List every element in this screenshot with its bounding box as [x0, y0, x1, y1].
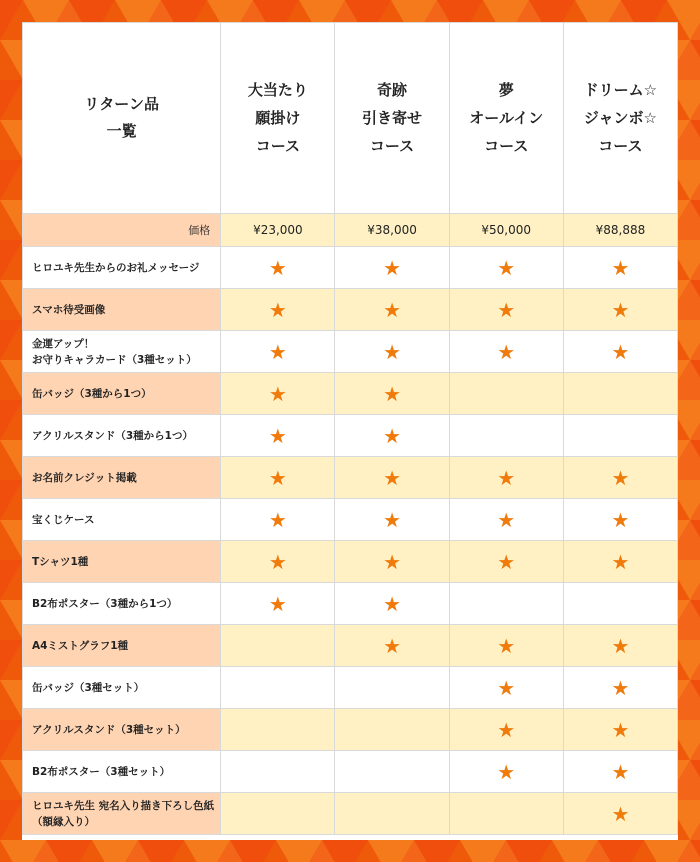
course-mark-cell: [335, 541, 449, 583]
course-mark-cell: [335, 751, 449, 793]
course-name-line: コース: [598, 137, 643, 155]
course-mark-cell: [221, 289, 335, 331]
returns-table: [22, 22, 678, 835]
course-mark-cell: [449, 583, 563, 625]
course-mark-cell: [335, 583, 449, 625]
star-icon: ★: [611, 465, 630, 490]
course-mark-cell: [335, 289, 449, 331]
course-mark-cell: [563, 709, 677, 751]
star-icon: ★: [268, 297, 287, 322]
star-icon: ★: [383, 633, 402, 658]
table-row: [23, 667, 678, 709]
item-label: [23, 541, 221, 583]
star-icon: ★: [497, 465, 516, 490]
star-icon: ★: [268, 507, 287, 532]
course-name-line: ドリーム☆: [583, 81, 658, 99]
course-name-line: コース: [255, 137, 301, 155]
star-icon: ★: [611, 549, 630, 574]
item-label-line: アクリルスタンド（3種セット）: [32, 723, 186, 736]
table-row: [23, 415, 678, 457]
course-mark-cell: [563, 751, 677, 793]
star-icon: ★: [611, 507, 630, 532]
item-label-line: お守りキャラカード（3種セット）: [32, 353, 197, 366]
course-mark-cell: [563, 625, 677, 667]
item-label-line: A4ミストグラフ1種: [32, 639, 129, 652]
star-icon: ★: [497, 717, 516, 742]
item-label-line: アクリルスタンド（3種から1つ）: [32, 429, 193, 442]
item-label-line: B2布ポスター（3種セット）: [32, 765, 171, 778]
item-label: [23, 625, 221, 667]
star-icon: ★: [497, 675, 516, 700]
course-name-line: オールイン: [469, 109, 544, 127]
table-row: [23, 793, 678, 835]
course-mark-cell: [449, 709, 563, 751]
course-header-1: [221, 23, 335, 214]
course-mark-cell: [335, 331, 449, 373]
star-icon: ★: [383, 339, 402, 364]
course-mark-cell: [335, 247, 449, 289]
course-mark-cell: [221, 667, 335, 709]
star-icon: ★: [268, 255, 287, 280]
item-label-line: 缶バッジ（3種セット）: [32, 681, 145, 694]
star-icon: ★: [383, 507, 402, 532]
course-mark-cell: [563, 247, 677, 289]
table-row: [23, 583, 678, 625]
course-mark-cell: [221, 583, 335, 625]
course-mark-cell: [335, 415, 449, 457]
price-row: [23, 214, 678, 247]
price-value: ¥88,888: [563, 214, 677, 247]
star-icon: ★: [383, 465, 402, 490]
table-row: [23, 625, 678, 667]
course-name-line: 夢: [498, 81, 514, 99]
course-header-2: [335, 23, 449, 214]
item-label-line: （額縁入り）: [32, 815, 95, 828]
course-mark-cell: [449, 793, 563, 835]
course-mark-cell: [563, 667, 677, 709]
item-label-line: 宝くじケース: [32, 513, 95, 526]
course-mark-cell: [335, 793, 449, 835]
star-icon: ★: [268, 381, 287, 406]
course-mark-cell: [449, 541, 563, 583]
star-icon: ★: [383, 549, 402, 574]
course-name-line: 願掛け: [255, 109, 301, 127]
course-mark-cell: [449, 373, 563, 415]
course-mark-cell: [563, 289, 677, 331]
course-mark-cell: [221, 625, 335, 667]
course-mark-cell: [563, 331, 677, 373]
course-mark-cell: [221, 499, 335, 541]
course-mark-cell: [335, 709, 449, 751]
item-label: [23, 415, 221, 457]
star-icon: ★: [268, 591, 287, 616]
table-row: [23, 457, 678, 499]
star-icon: ★: [383, 591, 402, 616]
course-mark-cell: [563, 373, 677, 415]
star-icon: ★: [611, 297, 630, 322]
star-icon: ★: [268, 549, 287, 574]
price-label: 価格: [23, 214, 221, 247]
price-value: ¥50,000: [449, 214, 563, 247]
course-mark-cell: [449, 625, 563, 667]
course-mark-cell: [449, 289, 563, 331]
item-label: [23, 667, 221, 709]
table-row: [23, 541, 678, 583]
star-icon: ★: [497, 297, 516, 322]
course-header-4: [563, 23, 677, 214]
course-mark-cell: [563, 541, 677, 583]
star-icon: ★: [383, 255, 402, 280]
star-icon: ★: [497, 549, 516, 574]
course-mark-cell: [335, 457, 449, 499]
course-mark-cell: [563, 457, 677, 499]
star-icon: ★: [383, 423, 402, 448]
item-label: [23, 289, 221, 331]
star-icon: ★: [611, 717, 630, 742]
course-name-line: コース: [484, 137, 529, 155]
item-label-line: Tシャツ1種: [32, 555, 89, 568]
item-label: [23, 751, 221, 793]
course-mark-cell: [221, 793, 335, 835]
course-name-line: 大当たり: [247, 81, 308, 99]
course-mark-cell: [563, 499, 677, 541]
star-icon: ★: [383, 381, 402, 406]
table-row: [23, 247, 678, 289]
course-mark-cell: [335, 667, 449, 709]
course-name-line: 引き寄せ: [362, 109, 423, 127]
header-row: [23, 23, 678, 214]
course-mark-cell: [221, 331, 335, 373]
star-icon: ★: [611, 759, 630, 784]
star-icon: ★: [611, 255, 630, 280]
table-row: [23, 373, 678, 415]
item-label: [23, 247, 221, 289]
item-label-line: スマホ待受画像: [32, 303, 106, 316]
table-row: [23, 499, 678, 541]
item-label-line: 金運アップ！: [32, 337, 95, 350]
item-label: [23, 457, 221, 499]
star-icon: ★: [611, 633, 630, 658]
course-mark-cell: [221, 751, 335, 793]
course-mark-cell: [221, 415, 335, 457]
item-label: [23, 373, 221, 415]
star-icon: ★: [497, 339, 516, 364]
course-mark-cell: [563, 415, 677, 457]
item-label-line: ヒロユキ先生 宛名入り描き下ろし色紙: [32, 799, 215, 812]
star-icon: ★: [268, 465, 287, 490]
course-name-line: ジャンボ☆: [583, 109, 657, 127]
table-row: [23, 331, 678, 373]
course-mark-cell: [563, 793, 677, 835]
item-label-line: 缶バッジ（3種から1つ）: [32, 387, 152, 400]
course-mark-cell: [335, 499, 449, 541]
course-mark-cell: [221, 709, 335, 751]
star-icon: ★: [497, 507, 516, 532]
header-label-cell: [23, 23, 221, 214]
course-mark-cell: [449, 667, 563, 709]
course-header-3: [449, 23, 563, 214]
item-label: [23, 499, 221, 541]
course-mark-cell: [221, 457, 335, 499]
table-row: [23, 289, 678, 331]
header-label-line: 一覧: [106, 122, 137, 140]
header-label-line: リターン品: [84, 95, 159, 113]
star-icon: ★: [611, 801, 630, 826]
item-label-line: お名前クレジット掲載: [32, 471, 137, 484]
course-mark-cell: [449, 457, 563, 499]
course-mark-cell: [449, 331, 563, 373]
course-mark-cell: [449, 415, 563, 457]
course-mark-cell: [335, 373, 449, 415]
returns-comparison-panel: [22, 22, 678, 840]
price-value: ¥23,000: [221, 214, 335, 247]
course-mark-cell: [449, 499, 563, 541]
star-icon: ★: [497, 633, 516, 658]
item-label: [23, 709, 221, 751]
star-icon: ★: [611, 339, 630, 364]
course-mark-cell: [221, 373, 335, 415]
table-row: [23, 709, 678, 751]
star-icon: ★: [611, 675, 630, 700]
course-name-line: コース: [369, 137, 415, 155]
item-label: [23, 793, 221, 835]
course-name-line: 奇跡: [377, 81, 408, 99]
star-icon: ★: [268, 339, 287, 364]
course-mark-cell: [221, 247, 335, 289]
item-label: [23, 583, 221, 625]
item-label: [23, 331, 221, 373]
star-icon: ★: [497, 759, 516, 784]
item-label-line: ヒロユキ先生からのお礼メッセージ: [32, 261, 200, 274]
table-row: [23, 751, 678, 793]
price-value: ¥38,000: [335, 214, 449, 247]
course-mark-cell: [335, 625, 449, 667]
star-icon: ★: [497, 255, 516, 280]
star-icon: ★: [268, 423, 287, 448]
course-mark-cell: [221, 541, 335, 583]
course-mark-cell: [563, 583, 677, 625]
star-icon: ★: [383, 297, 402, 322]
course-mark-cell: [449, 247, 563, 289]
course-mark-cell: [449, 751, 563, 793]
item-label-line: B2布ポスター（3種から1つ）: [32, 597, 178, 610]
